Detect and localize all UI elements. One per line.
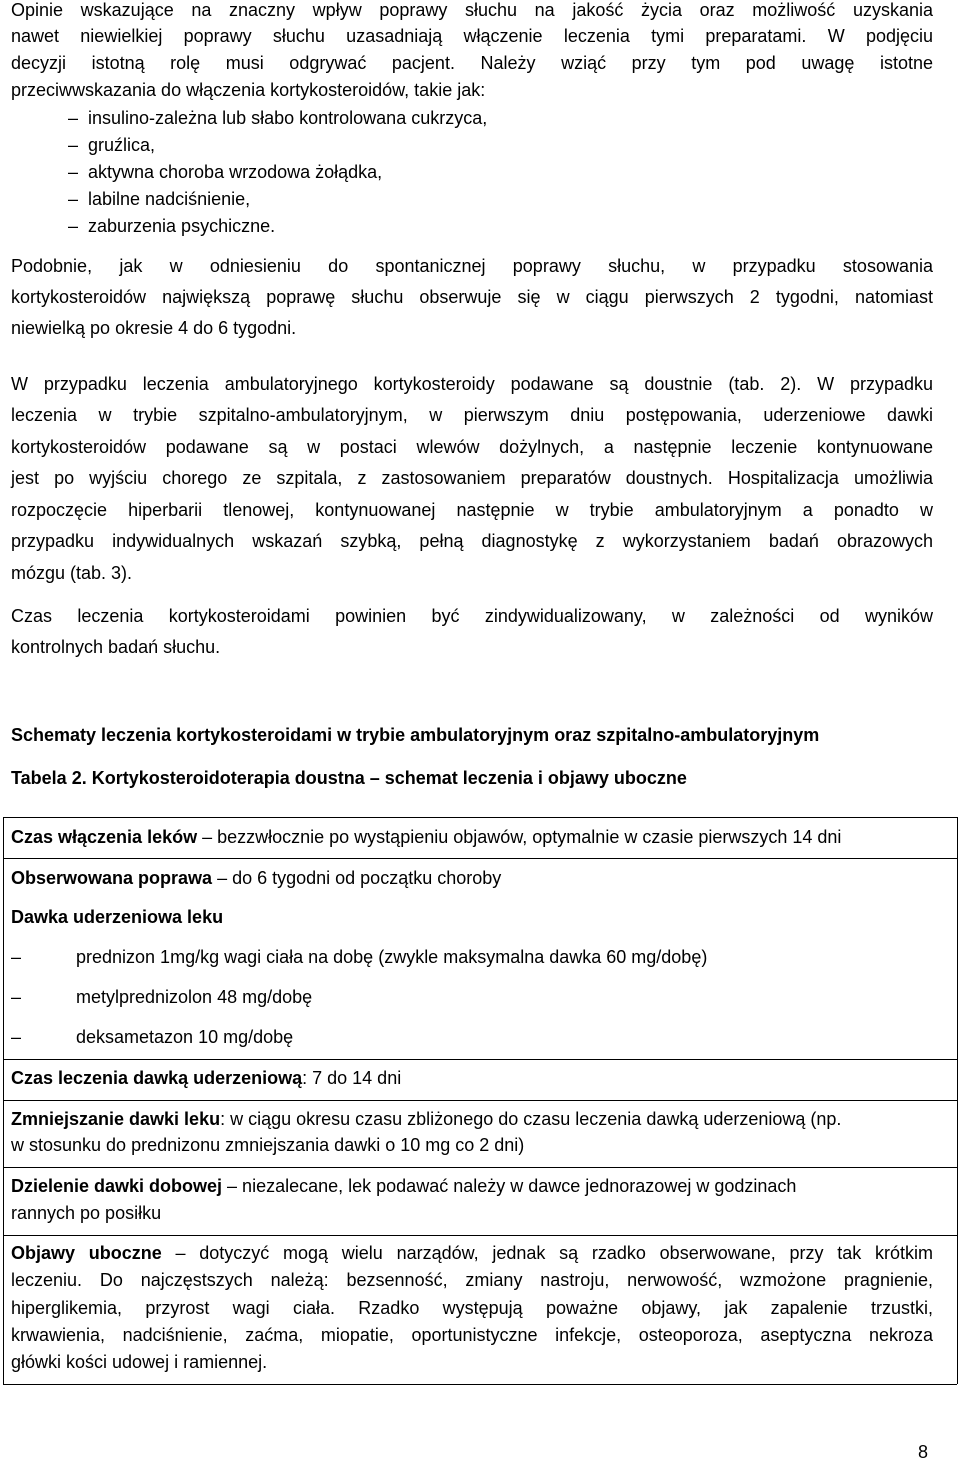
dash-glyph: – (11, 947, 22, 967)
side-effects-line-4: krwawienia, nadciśnienie, zaćma, miopatie, oportunistyczne infekcje, osteoporoza, aseptyczna nekroza (11, 1325, 933, 1345)
page-number: 8 (918, 1442, 929, 1462)
table-row-divider (3, 1059, 957, 1060)
side-effects-line-3: hiperglikemia, przyrost wagi ciała. Rzadko występują poważne objawy, jak zapalenie trzustki, (11, 1298, 933, 1318)
table-row-start: Czas włączenia leków – bezzwłocznie po wystąpieniu objawów, optymalnie w czasie pierwszych 14 dni (11, 827, 842, 847)
table-row-taper: Zmniejszanie dawki leku: w ciągu okresu czasu zbliżonego do czasu leczenia dawką uderzeniową (np. (11, 1109, 842, 1129)
intro-line-3: decyzji istotną rolę musi odgrywać pacjent. Należy wziąć przy tym pod uwagę istotne (11, 53, 933, 73)
para2-line-3: kortykosteroidów podawane są w postaci wlewów dożylnych, a następnie leczenie kontynuowane (11, 437, 933, 457)
table-row-duration: Czas leczenia dawką uderzeniową: 7 do 14 dni (11, 1068, 402, 1088)
table-row-divider (3, 1100, 957, 1101)
table-row-divider (3, 1167, 957, 1168)
list-item: – insulino-zależna lub słabo kontrolowana cukrzyca, (68, 108, 488, 128)
intro-line-1: Opinie wskazujące na znaczny wpływ poprawy słuchu na jakość życia oraz możliwość uzyskania (11, 0, 933, 20)
para2-line-7: mózgu (tab. 3). (11, 563, 133, 583)
dash-glyph: – (11, 1027, 22, 1047)
list-item: – aktywna choroba wrzodowa żołądka, (68, 162, 383, 182)
dash-glyph: – (11, 987, 22, 1007)
section-heading: Schematy leczenia kortykosteroidami w trybie ambulatoryjnym oraz szpitalno-ambulatoryjnym (11, 725, 820, 745)
para3-line-2: kontrolnych badań słuchu. (11, 637, 221, 657)
intro-line-2: nawet niewielkiej poprawy słuchu uzasadniają włączenie leczenia tymi preparatami. W podjęciu (11, 26, 933, 46)
dose-item: prednizon 1mg/kg wagi ciała na dobę (zwykle maksymalna dawka 60 mg/dobę) (76, 947, 708, 967)
side-effects-line-2: leczeniu. Do najczęstszych należą: bezsenność, zmiany nastroju, nerwowość, wzmożone pragnienie, (11, 1270, 933, 1290)
list-item: – gruźlica, (68, 135, 156, 155)
table-row-side-effects: Objawy uboczne – dotyczyć mogą wielu narządów, jednak są rzadko obserwowane, przy tak krótkim (11, 1243, 933, 1263)
para2-line-1: W przypadku leczenia ambulatoryjnego kortykosteroidy podawane są doustnie (tab. 2). W przypadku (11, 374, 933, 394)
para1-line-1: Podobnie, jak w odniesieniu do spontanicznej poprawy słuchu, w przypadku stosowania (11, 256, 933, 276)
para2-line-6: przypadku indywidualnych wskazań szybką, pełną diagnostykę z wykorzystaniem badań obrazowych (11, 531, 933, 551)
para2-line-4: jest po wyjściu chorego ze szpitala, z zastosowaniem preparatów doustnych. Hospitalizacja umożliwia (11, 468, 933, 488)
para3-line-1: Czas leczenia kortykosteroidami powinien być zindywidualizowany, w zależności od wyników (11, 606, 933, 626)
table-top-border (3, 817, 957, 818)
table-row-taper-cont: w stosunku do prednizonu zmniejszania dawki o 10 mg co 2 dni) (11, 1135, 525, 1155)
table-row-split: Dzielenie dawki dobowej – niezalecane, lek podawać należy w dawce jednorazowej w godzinach (11, 1176, 797, 1196)
table-bottom-border (3, 1384, 957, 1385)
table-row-divider (3, 1235, 957, 1236)
dose-item: metylprednizolon 48 mg/dobę (76, 987, 313, 1007)
para1-line-2: kortykosteroidów największą poprawę słuchu obserwuje się w ciągu pierwszych 2 tygodni, natomiast (11, 287, 933, 307)
table-row-improvement: Obserwowana poprawa – do 6 tygodni od początku choroby (11, 868, 502, 888)
table-caption: Tabela 2. Kortykosteroidoterapia doustna – schemat leczenia i objawy uboczne (11, 768, 687, 788)
para1-line-3: niewielką po okresie 4 do 6 tygodni. (11, 318, 297, 338)
intro-line-4: przeciwwskazania do włączenia kortykosteroidów, takie jak: (11, 80, 486, 100)
list-item: – labilne nadciśnienie, (68, 189, 251, 209)
table-row-split-cont: rannych po posiłku (11, 1203, 162, 1223)
para2-line-5: rozpoczęcie hiperbarii tlenowej, kontynuowanej następnie w trybie ambulatoryjnym a ponadto w (11, 500, 933, 520)
table-right-border (957, 817, 958, 1384)
para2-line-2: leczenia w trybie szpitalno-ambulatoryjnym, w pierwszym dniu postępowania, uderzeniowe dawki (11, 405, 933, 425)
table-row-divider (3, 858, 957, 859)
list-item: – zaburzenia psychiczne. (68, 216, 276, 236)
side-effects-line-5: główki kości udowej i ramiennej. (11, 1352, 268, 1372)
dose-item: deksametazon 10 mg/dobę (76, 1027, 294, 1047)
dose-label: Dawka uderzeniowa leku (11, 907, 224, 927)
